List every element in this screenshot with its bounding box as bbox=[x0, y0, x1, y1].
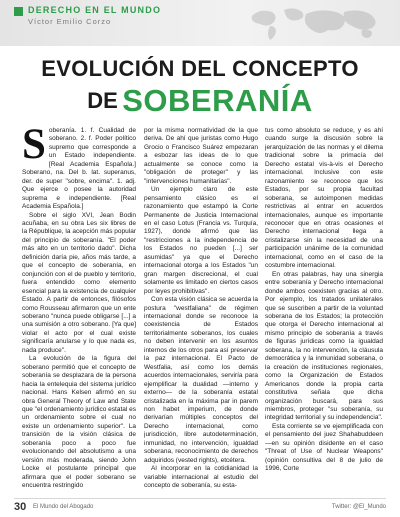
world-map-graphic bbox=[244, 2, 394, 42]
paragraph: Sobre el siglo XVI, Jean Bodin acuñaba, en su obra Les six libres de la République, la acepción más popular del principio de soberanía. "El poder más alto en un territorio dado". Dicha definición daría pie, años más tarde, a que el concepto de soberanía, en conjunción con el de pueblo y territorio, fuera entendido como elemento esencial para la existencia de cualquier Estado. A partir de entonces, filósofos como Rousseau afirmaron que un ente soberano "nunca puede obligarse [...] a una sumisión a otro soberano. [Ya que] violar el acto por el cual existe significaría anularse y lo que nada es, nada produce". bbox=[22, 211, 136, 354]
paragraph: La evolución de la figura del soberano permitió que el concepto de soberanía se desplazara de la persona hacia la entelequia del sistema jurídico nacional. Hans Kelsen afirmó en su obra General Theory of Law and State que "el ordenamiento jurídico estatal es un ordenamiento sobre el cual no existe un ordenamiento superior". La transición de la visión clásica de soberanía poco a poco fue evolucionando del absolutismo a una versión más moderada, siendo John Locke el postulante principal que afirmara que el poder soberano se encuentra restringido bbox=[22, 355, 136, 490]
author-name: Víctor Emilio Corzo bbox=[28, 17, 112, 26]
drop-cap: S bbox=[22, 127, 46, 168]
article-title-line2 bbox=[0, 83, 400, 119]
paragraph: por la misma normatividad de la que deriva. De ahí que juristas como Hugo Grocio o Francisco Suárez empezaran a esbozar las ideas de lo que actualmente se conoce como la "obligación de proteger" y las "intervenciones humanitarias". bbox=[144, 127, 258, 185]
paragraph: En otras palabras, hay una sinergia entre soberanía y Derecho internacional donde ambos coexisten gracias al otro. Por ejemplo, los tratados unilaterales que se suscriben a partir de la voluntad soberana de los Estados; la protección que otorga el Derecho internacional al mismo principio de soberanía a través de figuras jurídicas como la igualdad soberana, la no intervención, la cláusula democrática y la inmunidad soberana, o la creación de instituciones regionales, como la Organización de Estados Americanos donde la propia carta constitutiva señala que dicha organización buscará, para sus miembros, proteger "su soberanía, su integridad territorial y su independencia". bbox=[265, 270, 383, 422]
footer-divider bbox=[14, 498, 386, 499]
paragraph: Esta corriente se ve ejemplificada con el pensamiento del juez Shahabuddeen —en su opinión disidente en el caso "Threat of Use of Nuclear Weapons" (opinión consultiva del 8 de julio de 1996, Corte bbox=[265, 422, 383, 473]
section-banner bbox=[0, 0, 400, 46]
paragraph: Al incorporar en la cotidianidad la variable internacional al estudio del concepto de soberanía, su esta- bbox=[144, 465, 258, 490]
article-title-highlight: SOBERANÍA bbox=[122, 83, 313, 118]
article-column-3 bbox=[265, 127, 383, 497]
paragraph: Con esta visión clásica se acuerda la postura "westfaliana" de régimen internacional donde se reconoce la coexistencia de Estados territorialmente soberanos, los cuales no deben intervenir en los asuntos internos de los otros para así preservar la paz internacional. El Pacto de Westfalia, así como los demás acuerdos internacionales, serviría para ejemplificar la dualidad —interno y externo— de la soberanía estatal cristalizada en la máxima par in parem non habet imperium, de donde derivarían múltiples conceptos del Derecho internacional, como jurisdicción, libre autodeterminación, inmunidad, no intervención, igualdad soberana, reconocimiento de derechos adquiridos (vested rights), etcétera. bbox=[144, 296, 258, 464]
page-number: 30 bbox=[14, 501, 27, 513]
paragraph bbox=[22, 127, 136, 212]
section-name: DERECHO EN EL MUNDO bbox=[28, 5, 162, 15]
paragraph: tus como absoluto se reduce, y es ahí cuando surge la discusión sobre la jerarquización de las normas y el dilema tradicional sobre la primacía del Derecho estatal vis-à-vis el Derecho internacional. Inclusive con este razonamiento se reconoce que los Estados, por su propia facultad soberana, se autoimponen medidas restrictivas al entrar en acuerdos internacionales, aunque es importante reconocer que en otras ocasiones el Derecho internacional llega a cristalizarse sin la necesidad de una participación unánime de la comunidad internacional, como en el caso de la costumbre internacional. bbox=[265, 127, 383, 270]
article-column-2 bbox=[144, 127, 258, 497]
article-title-prefix: DE bbox=[87, 88, 118, 113]
article-title-line1: EVOLUCIÓN DEL CONCEPTO bbox=[41, 56, 359, 81]
publication-name: El Mundo del Abogado bbox=[33, 504, 94, 510]
paragraph-text: oberanía. 1. f. Cualidad de soberano. 2. f. Poder político supremo que corresponde a un Estado independiente. [Real Academia Española.] Soberano, na. Del b. lat. superanus, der. de super "sobre, encima". 1. adj. Que ejerce o posee la autoridad suprema e independiente. [Real Academia Española.] bbox=[22, 127, 136, 211]
twitter-handle: Twitter: @El_Mundo bbox=[331, 504, 386, 510]
article-column-1 bbox=[22, 127, 136, 497]
section-color-marker bbox=[14, 7, 23, 16]
paragraph: Un ejemplo claro de este pensamiento clásico es el razonamiento que estampó la Corte Permanente de Justicia Internacional en el caso Lotus (Francia vs. Turquía, 1927), donde afirmó que las "restricciones a la independencia de los Estados no pueden [...] ser asumidas" ya que el Derecho internacional otorga a los Estados "un gran margen discrecional, el cual solamente es limitado en ciertos casos por leyes prohibitivas". bbox=[144, 186, 258, 295]
